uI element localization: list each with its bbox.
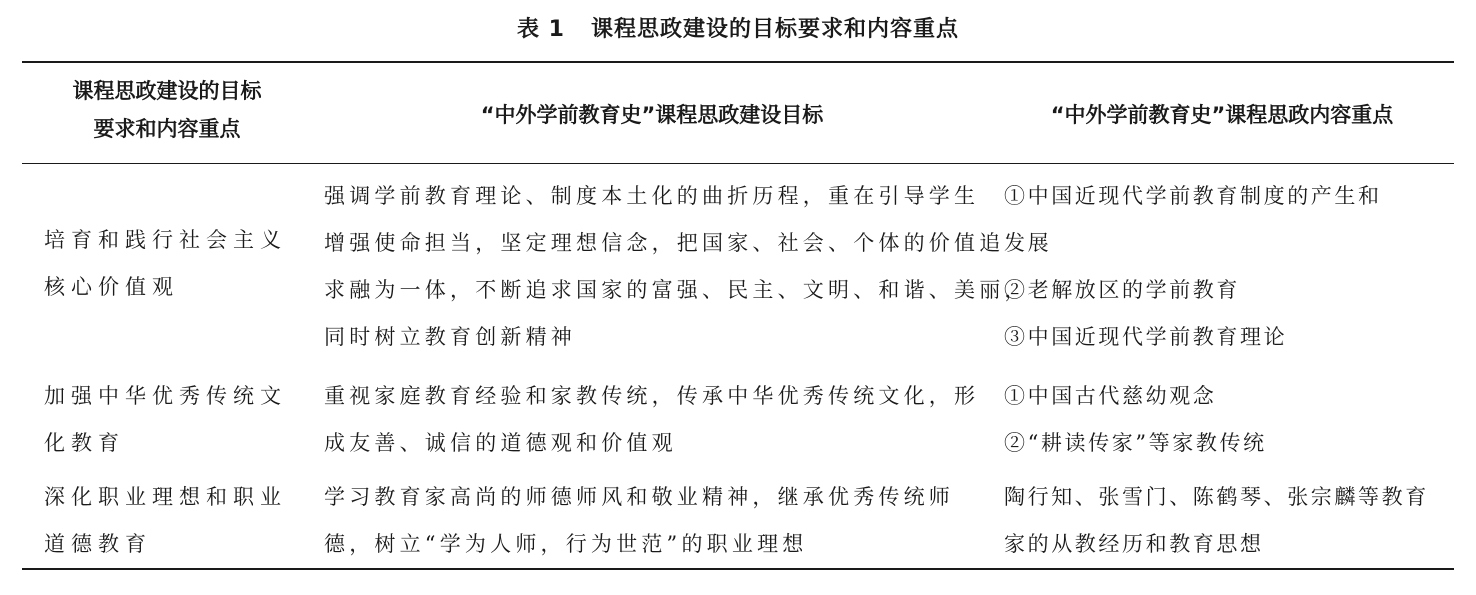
cell-line: 德，树立“学为人师，行为世范”的职业理想: [324, 532, 808, 556]
cell-line: ②老解放区的学前教育: [1004, 278, 1240, 302]
cell-line: 化教育: [44, 431, 125, 455]
row-construction-goal-cell: [324, 474, 984, 568]
cell-line: 深化职业理想和职业: [44, 485, 287, 509]
cell-line: 家的从教经历和教育思想: [1004, 532, 1264, 556]
cell-line: 道德教育: [44, 532, 152, 556]
cell-line: 培育和践行社会主义: [44, 228, 287, 252]
row-goal-cell: [44, 474, 304, 568]
cell-line: 陶行知、张雪门、陈鹤琴、张宗麟等教育: [1004, 485, 1429, 509]
table-top-rule: [22, 61, 1454, 63]
row-content-focus-cell: [1004, 173, 1449, 361]
cell-line: 学习教育家高尚的师德师风和敬业精神，继承优秀传统师: [324, 485, 954, 509]
cell-line: ①中国近现代学前教育制度的产生和: [1004, 184, 1382, 208]
row-content-focus-cell: [1004, 474, 1449, 568]
cell-line: 核心价值观: [44, 275, 179, 299]
header-goal-requirement: [22, 72, 312, 148]
cell-line: ①中国古代慈幼观念: [1004, 384, 1217, 408]
cell-line: 求融为一体，不断追求国家的富强、民主、文明、和谐、美丽，: [324, 278, 1030, 302]
row-content-focus-cell: [1004, 373, 1449, 467]
table-header-rule: [22, 163, 1454, 164]
cell-line: 强调学前教育理论、制度本土化的曲折历程，重在引导学生: [324, 184, 980, 208]
table-caption: 表 1 课程思政建设的目标要求和内容重点: [517, 17, 959, 42]
cell-line: 加强中华优秀传统文: [44, 384, 287, 408]
cell-line: ②“耕读传家”等家教传统: [1004, 431, 1267, 455]
cell-line: 发展: [1004, 231, 1052, 255]
cell-line: ③中国近现代学前教育理论: [1004, 325, 1288, 349]
row-goal-cell: [44, 373, 304, 467]
header-content-focus: “中外学前教育史”课程思政内容重点: [1050, 103, 1394, 127]
header-goal-requirement-line: 课程思政建设的目标: [72, 79, 262, 103]
cell-line: 重视家庭教育经验和家教传统，传承中华优秀传统文化，形: [324, 384, 980, 408]
header-goal-requirement-line: 要求和内容重点: [93, 117, 241, 141]
table-bottom-rule: [22, 568, 1454, 570]
cell-line: 成友善、诚信的道德观和价值观: [324, 431, 677, 455]
cell-line: 增强使命担当，坚定理想信念，把国家、社会、个体的价值追: [324, 231, 1005, 255]
cell-line: 同时树立教育创新精神: [324, 325, 576, 349]
header-construction-goal: “中外学前教育史”课程思政建设目标: [480, 103, 824, 127]
row-construction-goal-cell: [324, 373, 984, 467]
row-goal-cell: [44, 217, 304, 311]
